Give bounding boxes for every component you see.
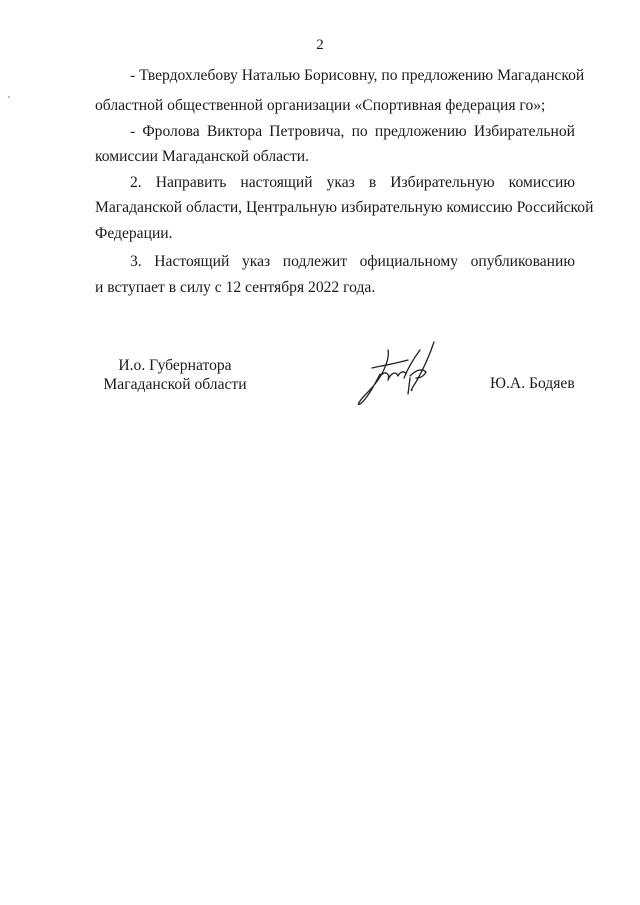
signatory-region: Магаданской области bbox=[103, 376, 247, 393]
scan-mark bbox=[8, 96, 10, 98]
paragraph-line: 2. Направить настоящий указ в Избирательную комиссию bbox=[130, 174, 575, 191]
paragraph-line: и вступает в силу с 12 сентября 2022 года. bbox=[95, 279, 376, 296]
list-item-line: - Твердохлебову Наталью Борисовну, по предложению Магаданской bbox=[130, 67, 585, 84]
page-number: 2 bbox=[316, 37, 324, 53]
signatory-name: Ю.А. Бодяев bbox=[490, 375, 575, 392]
signatory-title: И.о. Губернатора bbox=[118, 357, 232, 374]
paragraph-line: 3. Настоящий указ подлежит официальному опубликованию bbox=[130, 253, 575, 270]
list-item-line: - Фролова Виктора Петровича, по предложению Избирательной bbox=[130, 123, 575, 140]
paragraph-line: Магаданской области, Центральную избирательную комиссию Российской bbox=[95, 199, 594, 216]
paragraph-line: Федерации. bbox=[95, 225, 173, 242]
list-item-line: областной общественной организации «Спортивная федерация го»; bbox=[95, 97, 546, 114]
list-item-line: комиссии Магаданской области. bbox=[95, 148, 310, 165]
handwritten-signature bbox=[350, 338, 450, 410]
